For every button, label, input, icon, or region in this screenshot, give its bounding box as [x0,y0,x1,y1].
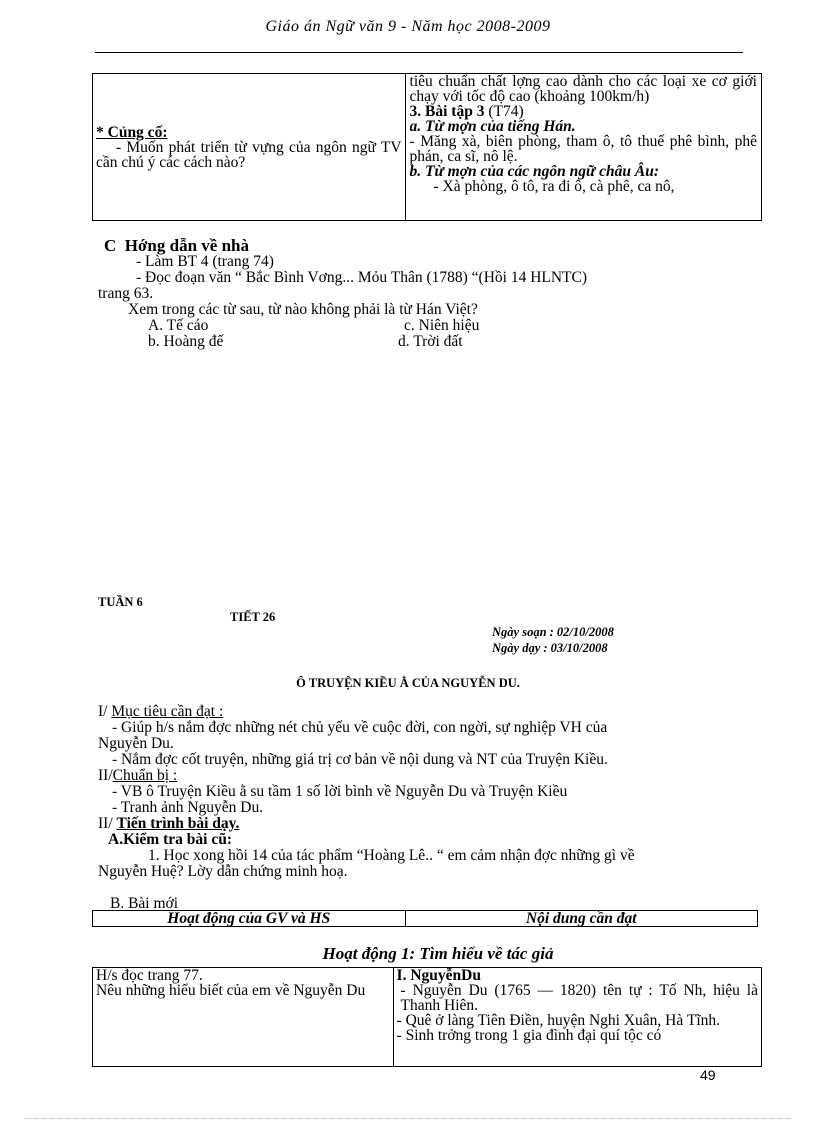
han-loanwords-text: - Măng xà, biên phòng, tham ô, tô thuế phê bình, phê phán, ca sĩ, nô lệ. [409,133,757,165]
option-b: b. Hoàng đế [148,333,224,350]
page-number: 49 [700,1067,716,1083]
author-heading: I. NguyễnDu [396,968,481,984]
option-c: c. Niên hiệu [404,317,480,334]
consolidation-heading: * Củng cố: [96,123,168,141]
objectives-heading-text: Mục tiêu cần đạt : [111,703,224,720]
objective-1: - Giúp h/s nắm đợc những nét chủ yếu về cuộc đời, con ngời, sự nghiệp VH của [112,719,608,736]
option-a: A. Tế cáo [148,317,209,334]
author-info-2: - Quê ở làng Tiên Điền, huyện Nghi Xuân, Hà Tĩnh. [396,1012,721,1029]
procedure-heading: II/ Tiến trình bài dạy. [98,815,240,832]
activity-left-cell [93,968,394,1067]
period-label: TIẾT 26 [230,610,276,624]
review-question-b: Nguyễn Huệ? Lờy dẫn chứng minh hoạ. [98,863,348,880]
homework-heading-text: Hớng dẫn về nhà [124,236,249,255]
preparation-heading-text: Chuẩn bị : [112,767,178,784]
objective-1b: Nguyễn Du. [98,735,174,752]
homework-heading [104,238,249,254]
objective-2: - Nắm đợc cốt truyện, những giá trị cơ bản về nội dung và NT của Truyện Kiều. [112,751,608,768]
exercise-3-ref: (T74) [488,103,524,120]
preparation-2: - Tranh ảnh Nguyễn Du. [112,799,264,816]
procedure-heading-text: Tiến trình bài dạy. [116,815,240,832]
exercise-3-line [410,104,757,119]
homework-prefix: C [104,236,117,255]
activity-right-cell [393,968,761,1067]
homework-line-2b: trang 63. [98,285,154,302]
activity-col-teacher: Hoạt động của GV và HS [93,911,406,927]
homework-line-2: - Đọc đoạn văn “ Bắc Bình Vơng... Mỏu Thân (1788) “(Hồi 14 HLNTC) [136,269,588,286]
date-taught: Ngày dạy : 03/10/2008 [492,641,608,655]
page-header-title: Giáo án Ngữ văn 9 - Năm học 2008-2009 [265,18,551,35]
preparation-1: - VB ô Truyện Kiều ằ su tầm 1 số lời bình về Nguyễn Du và Truyện Kiều [112,783,568,800]
lesson-title: Ô TRUYỆN KIỀU Ằ CỦA NGUYỄN DU. [296,676,520,690]
activity-left-line-1: H/s đọc trang 77. [96,967,203,984]
activity-col-content: Nội dung cần đạt [405,911,757,927]
review-heading: A.Kiểm tra bài cũ: [108,831,232,848]
homework-question: Xem trong các từ sau, từ nào không phải là từ Hán Việt? [128,301,478,318]
preparation-heading: II/Chuẩn bị : [98,767,178,784]
summary-table [92,73,762,221]
european-loanwords-text: - Xà phòng, ô tô, ra đi ô, cà phê, ca nô, [433,178,675,195]
summary-left-cell [93,74,406,221]
page-bottom-border [25,1118,791,1119]
week-label: TUẦN 6 [98,595,143,609]
consolidation-question: - Muốn phát triển từ vựng của ngôn ngữ TV cần chú ý các cách nào? [96,138,402,171]
review-question: 1. Học xong hồi 14 của tác phẩm “Hoàng Lê.. “ em cảm nhận đợc những gì về [148,847,635,864]
european-loanwords-heading: b. Từ mợn của các ngôn ngữ châu Âu: [409,163,660,180]
header-divider [95,52,743,53]
standard-text: tiêu chuẩn chất lợng cao dành cho các loại xe cơ giới chạy với tốc độ cao (khoảng 100km/h) [409,74,757,105]
summary-right-cell [405,74,761,221]
activity-left-line-2: Nêu những hiểu biết của em về Nguyễn Du [96,982,366,999]
exercise-3-label: 3. Bài tập 3 [409,103,485,120]
new-lesson-heading: B. Bài mới [110,895,179,912]
han-loanwords-heading: a. Từ mợn của tiếng Hán. [409,118,576,135]
objectives-heading: I/ Mục tiêu cần đạt : [98,703,224,720]
homework-line-1: - Làm BT 4 (trang 74) [136,253,274,270]
date-prepared: Ngày soạn : 02/10/2008 [492,625,614,639]
activity-header-table [92,910,758,927]
author-info-1: - Nguyễn Du (1765 — 1820) tên tự : Tố Nh, hiệu là Thanh Hiên. [400,982,758,1014]
activity-content-table [92,967,762,1067]
author-info-3: - Sinh trởng trong 1 gia đình đại quí tộc có [396,1027,662,1044]
option-d: d. Trời đất [398,333,463,350]
activity-title: Hoạt động 1: Tìm hiểu về tác giả [322,944,554,963]
